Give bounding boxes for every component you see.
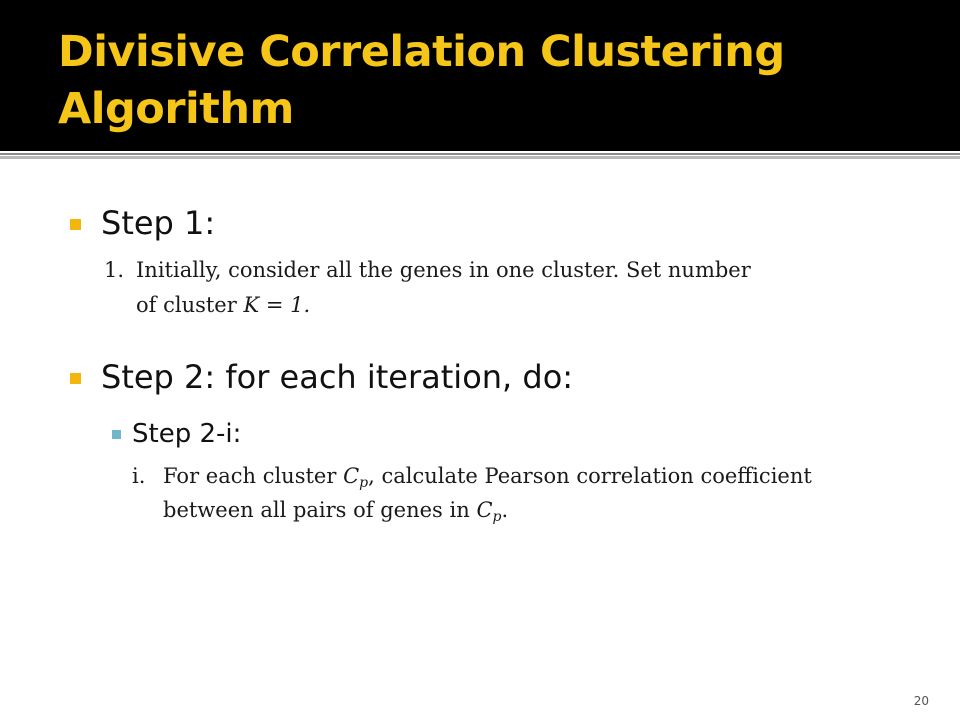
sub-bullet-square-icon (112, 430, 121, 439)
cluster-var: C (343, 464, 360, 488)
step2i-line1-prefix: For each cluster (163, 464, 337, 488)
cluster-sub: p (492, 509, 502, 525)
step1-line2 (136, 288, 310, 322)
bullet-square-icon (70, 219, 81, 230)
step2-heading: Step 2: for each iteration, do: (101, 358, 574, 396)
step2i-line1-suffix: , calculate Pearson correlation coefficient (368, 464, 812, 488)
bullet-square-icon (70, 373, 81, 384)
slide-title: Divisive Correlation Clustering Algorithm (58, 27, 785, 134)
step2i-line2-prefix: between all pairs of genes in (163, 498, 470, 522)
cluster-var: C (476, 498, 493, 522)
cluster-sub: p (359, 475, 369, 491)
step1-line2-math: K = 1. (243, 293, 311, 317)
title-divider-thin (0, 153, 960, 155)
step2i-line2 (163, 493, 508, 534)
title-divider-thick (0, 156, 960, 159)
step1-heading: Step 1: (101, 204, 216, 242)
page-number: 20 (913, 694, 929, 708)
step2i-line2-suffix: . (501, 498, 509, 522)
step1-line2-prefix: of cluster (136, 293, 237, 317)
step2i-heading: Step 2-i: (132, 419, 242, 449)
step1-line1: Initially, consider all the genes in one cluster. Set number (136, 258, 751, 282)
title-bar (0, 0, 960, 151)
step1-item-number: 1. (104, 258, 125, 282)
step2i-item-number: i. (132, 464, 146, 488)
